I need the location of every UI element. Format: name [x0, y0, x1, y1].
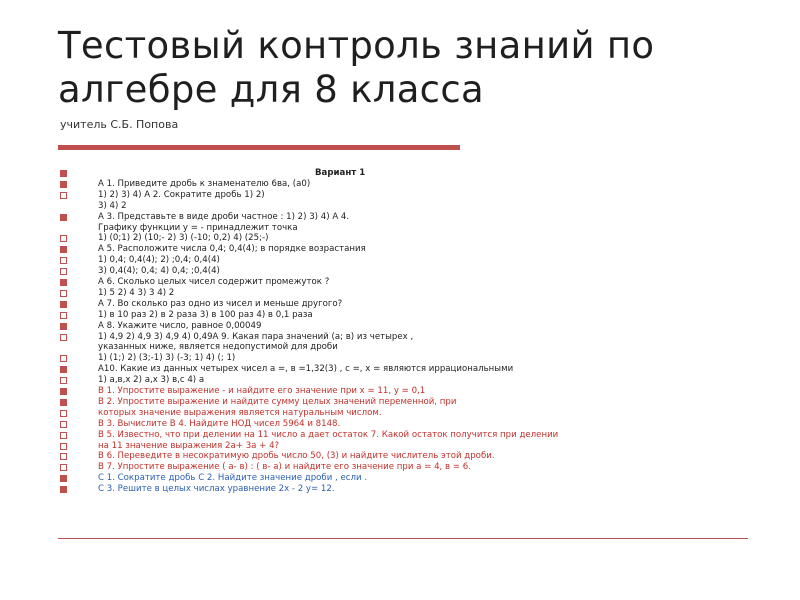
title-line-1: Тестовый контроль знаний по — [58, 24, 655, 67]
bullet-icon — [60, 246, 67, 253]
test-line-text: 1) 0,4; 0,4(4); 2) ;0,4; 0,4(4) — [98, 255, 220, 266]
test-line-text: А 6. Сколько целых чисел содержит промежуток ? — [98, 277, 330, 287]
test-line-text: В 7. Упростите выражение ( а- в) : ( в- а) и найдите его значение при а = 4, в = 6. — [98, 462, 471, 473]
test-line-text: А 8. Укажите число, равное 0,00049 — [98, 320, 262, 331]
test-line-text: 1) в 10 раз 2) в 2 раза 3) в 100 раз 4) в 0,1 раза — [98, 309, 313, 320]
bullet-icon — [60, 486, 67, 493]
bullet-icon — [60, 192, 67, 199]
bullet-icon — [60, 301, 67, 308]
test-line-text: А 3. Представьте в виде дроби частное : 1) 2) 3) 4) А 4. — [98, 211, 350, 222]
bullet-icon — [60, 366, 67, 373]
bottom-divider — [58, 538, 748, 539]
test-line-text: 1) 2) 3) 4) А 2. Сократите дробь 1) 2) — [98, 189, 265, 200]
bullet-icon — [60, 399, 67, 406]
test-line-text: С 3. Решите в целых числах уравнение 2х - 2 у= 12. — [98, 484, 335, 495]
bullet-icon — [60, 388, 67, 395]
test-line-text: В 3. Вычислите В 4. Найдите НОД чисел 5964 и 8148. — [98, 418, 341, 429]
bullet-icon — [60, 290, 67, 297]
bullet-icon — [60, 443, 67, 450]
test-line-text: 1) (1;) 2) (3;-1) 3) (-3; 1) 4) (; 1) — [98, 353, 236, 364]
test-line-text: Вариант 1 — [315, 168, 366, 178]
test-line-text: указанных ниже, является недопустимой для дроби — [98, 342, 338, 353]
bullet-icon — [60, 181, 67, 188]
bullet-icon — [60, 268, 67, 275]
test-line-text: которых значение выражения является натуральным числом. — [98, 407, 382, 418]
bullet-icon — [60, 475, 67, 482]
bullet-icon — [60, 464, 67, 471]
bullet-icon — [60, 312, 67, 319]
bullet-icon — [60, 355, 67, 362]
author-subtitle: учитель С.Б. Попова — [60, 118, 179, 131]
test-line-text: 1) а,в,х 2) а,х 3) в,с 4) а — [98, 375, 205, 386]
title-line-2: алгебре для 8 класса — [58, 68, 484, 111]
test-line-text: В 5. Известно, что при делении на 11 число а дает остаток 7. Какой остаток получится при делении — [98, 429, 559, 440]
bullet-icon — [60, 235, 67, 242]
test-line-text: на 11 значение выражения 2а+ 3а + 4? — [98, 440, 280, 451]
test-line-text: А 7. Во сколько раз одно из чисел и меньше другого? — [98, 298, 343, 309]
test-line-text: А10. Какие из данных четырех чисел а =, в =1,32(3) , с =, х = являются иррациональными — [98, 364, 514, 375]
test-line-text: А 5. Расположите числа 0,4; 0,4(4); в порядке возрастания — [98, 244, 366, 255]
bullet-icon — [60, 453, 67, 460]
bullet-icon — [60, 421, 67, 428]
bullet-icon — [60, 334, 67, 341]
test-line-text: 3) 0,4(4); 0,4; 4) 0,4; ;0,4(4) — [98, 266, 220, 277]
test-line-text: А 1. Приведите дробь к знаменателю 6ва, (а0) — [98, 178, 311, 189]
bullet-icon — [60, 410, 67, 417]
test-line-text: 3) 4) 2 — [98, 200, 127, 211]
bullet-icon — [60, 170, 67, 177]
bullet-icon — [60, 323, 67, 330]
test-line-text: 1) 5 2) 4 3) 3 4) 2 — [98, 287, 175, 298]
bullet-icon — [60, 257, 67, 264]
test-line-text: В 1. Упростите выражение - и найдите его значение при х = 11, у = 0,1 — [98, 386, 426, 396]
test-line-text: В 2. Упростите выражение и найдите сумму целых значений переменной, при — [98, 396, 457, 407]
test-line-text: 1) 4,9 2) 4,9 3) 4,9 4) 0,49А 9. Какая пара значений (а; в) из четырех , — [98, 331, 414, 342]
test-line-text: С 1. Сократите дробь С 2. Найдите значение дроби , если . — [98, 473, 368, 484]
test-line-text: Графику функции у = - принадлежит точка — [98, 222, 298, 233]
test-line-text: 1) (0;1) 2) (10;- 2) 3) (-10; 0,2) 4) (25;-) — [98, 233, 269, 244]
test-line-text: В 6. Переведите в несократимую дробь число 50, (3) и найдите числитель этой дроби. — [98, 451, 495, 462]
bullet-icon — [60, 432, 67, 439]
bullet-icon — [60, 214, 67, 221]
bullet-icon — [60, 377, 67, 384]
bullet-icon — [60, 279, 67, 286]
